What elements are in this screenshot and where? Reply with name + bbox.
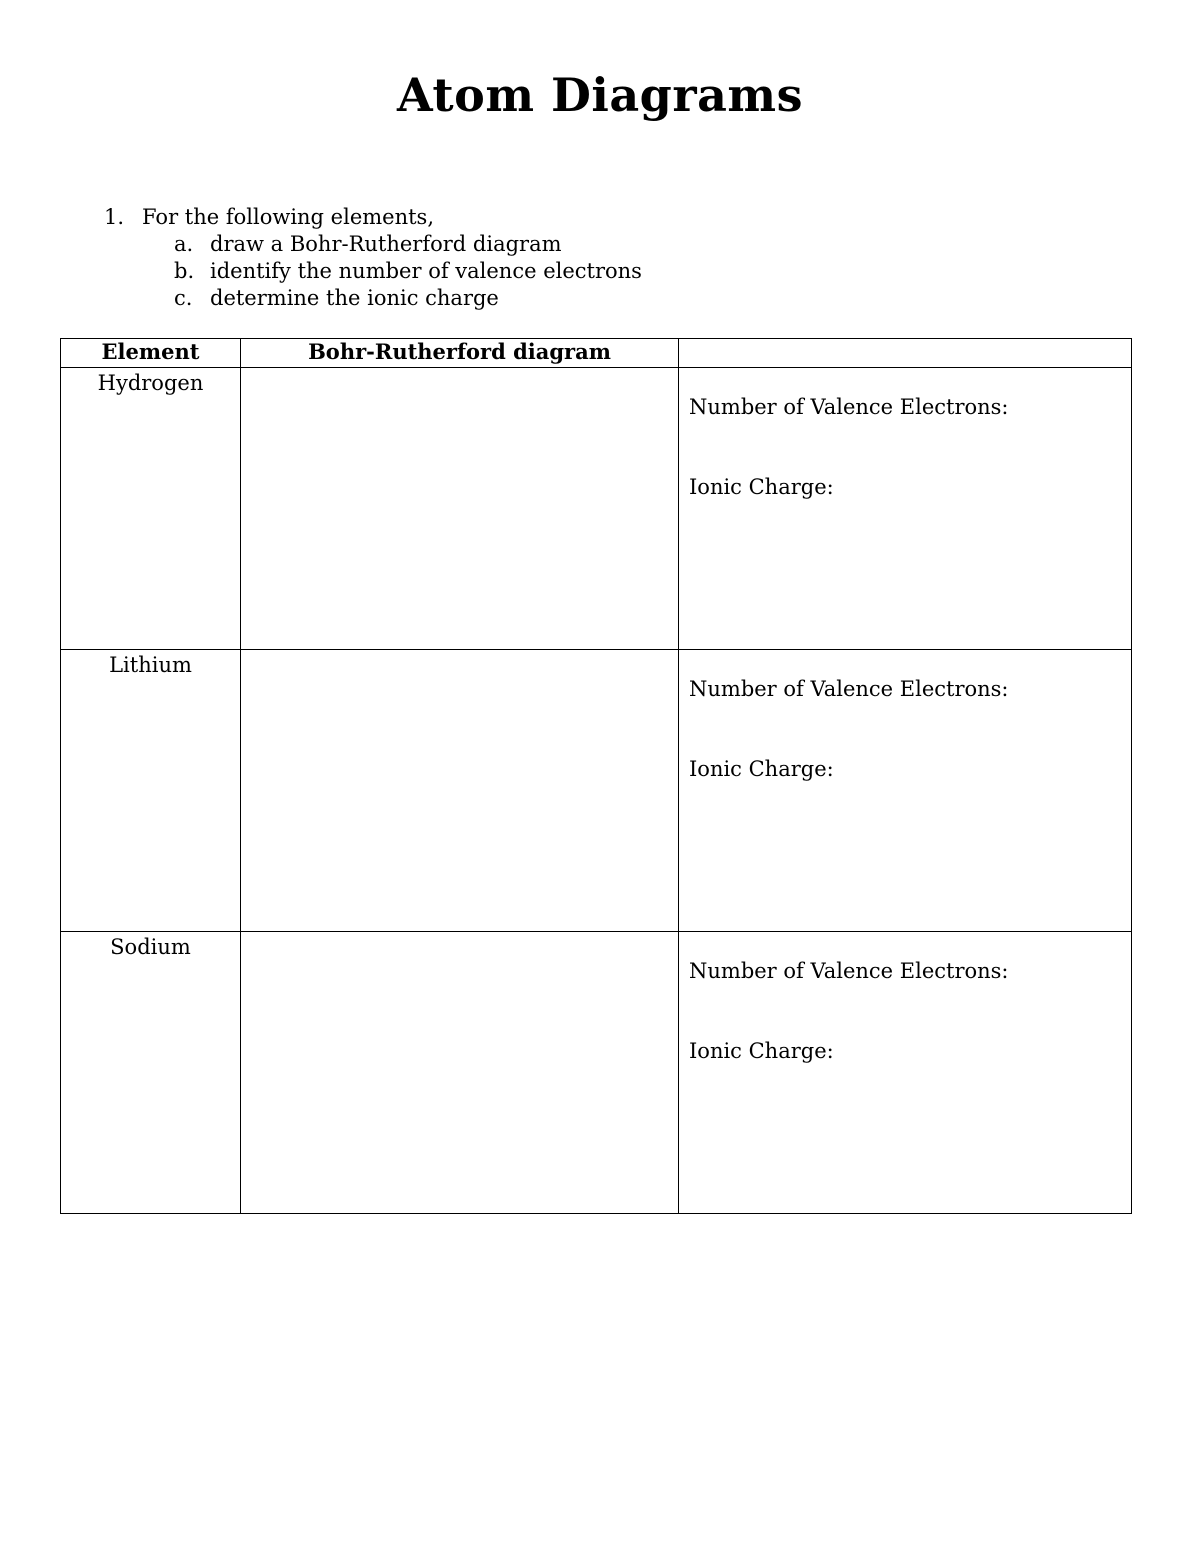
page-title: Atom Diagrams — [397, 68, 803, 122]
subitem-letter: c. — [174, 286, 193, 310]
subitem-text: draw a Bohr-Rutherford diagram — [210, 232, 562, 256]
header-element: Element — [61, 339, 241, 368]
element-cell — [61, 368, 241, 650]
instruction-subitem-a — [104, 231, 642, 258]
table-row-hydrogen — [61, 368, 1132, 650]
ionic-charge-label: Ionic Charge: — [689, 475, 834, 499]
instruction-text: For the following elements, — [142, 205, 435, 229]
valence-electrons-label: Number of Valence Electrons: — [689, 395, 1009, 419]
element-cell — [61, 650, 241, 932]
header-answers — [679, 339, 1132, 368]
instruction-subitem-c — [104, 285, 642, 312]
instruction-subitem-b — [104, 258, 642, 285]
diagram-drawing-area[interactable] — [241, 650, 679, 932]
subitem-text: identify the number of valence electrons — [210, 259, 642, 283]
element-name: Lithium — [109, 653, 192, 677]
subitem-letter: b. — [174, 259, 195, 283]
table-row-lithium — [61, 650, 1132, 932]
diagram-drawing-area[interactable] — [241, 932, 679, 1214]
instruction-number: 1. — [104, 205, 125, 229]
element-name: Sodium — [110, 935, 191, 959]
worksheet-table — [60, 338, 1132, 1214]
valence-electrons-label: Number of Valence Electrons: — [689, 677, 1009, 701]
table-row-sodium — [61, 932, 1132, 1214]
diagram-drawing-area[interactable] — [241, 368, 679, 650]
ionic-charge-label: Ionic Charge: — [689, 757, 834, 781]
instructions — [104, 204, 642, 312]
instruction-item — [104, 204, 642, 231]
valence-electrons-label: Number of Valence Electrons: — [689, 959, 1009, 983]
header-diagram: Bohr-Rutherford diagram — [241, 339, 679, 368]
table-header-row — [61, 339, 1132, 368]
answer-cell[interactable] — [679, 368, 1132, 650]
ionic-charge-label: Ionic Charge: — [689, 1039, 834, 1063]
subitem-letter: a. — [174, 232, 194, 256]
element-cell — [61, 932, 241, 1214]
answer-cell[interactable] — [679, 932, 1132, 1214]
element-name: Hydrogen — [97, 371, 204, 395]
subitem-text: determine the ionic charge — [210, 286, 499, 310]
answer-cell[interactable] — [679, 650, 1132, 932]
